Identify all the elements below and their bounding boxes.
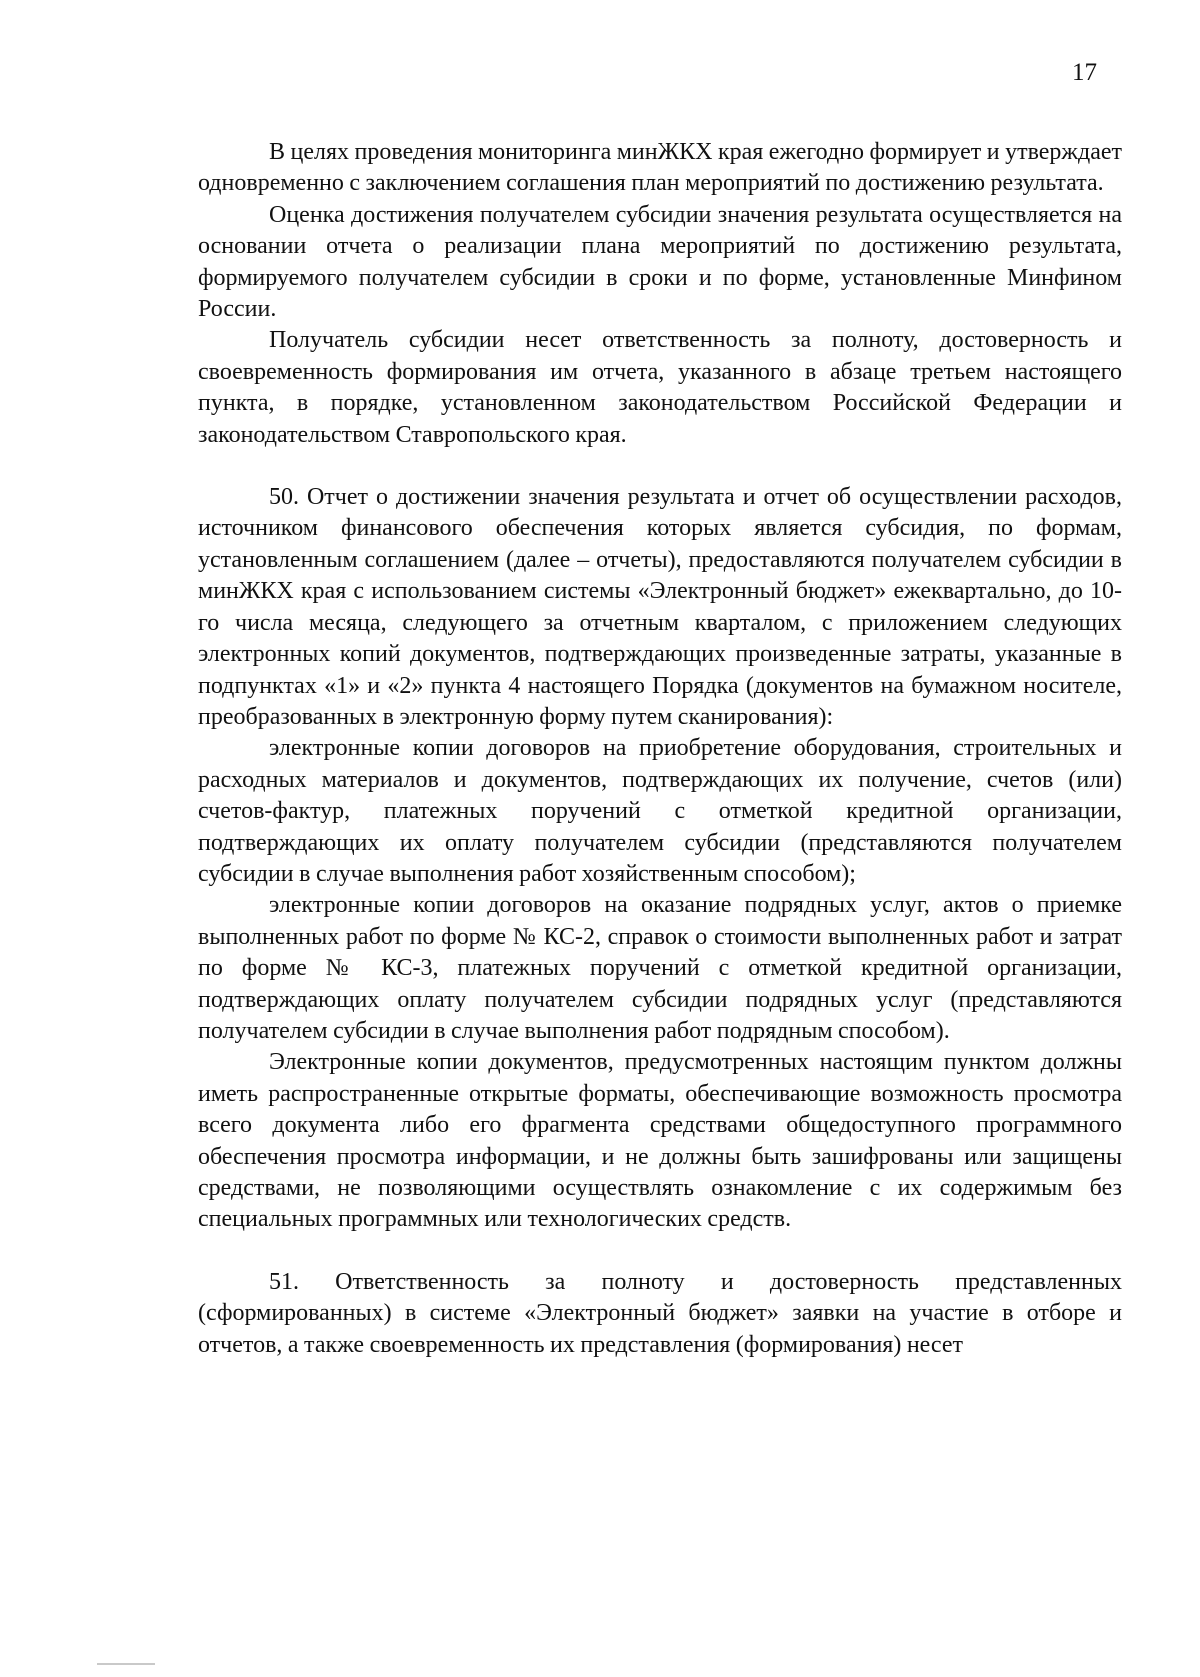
page-number: 17: [1072, 59, 1097, 86]
paragraph-clause-51: 51. Ответственность за полноту и достоверность представленных (сформированных) в системе «Электронный бюджет» заявки на участие в отборе и отчетов, а также своевременность их представления (формирования) несет: [198, 1268, 1122, 1358]
paragraph-economic-method-docs: электронные копии договоров на приобретение оборудования, строительных и расходных материалов и документов, подтверждающих их получение, счетов (или) счетов-фактур, платежных поручений с отметкой кредитной организации, подтверждающих их оплату получателем субсидии (представляются получателем субсидии в случае выполнения работ хозяйственным способом);: [198, 735, 1122, 887]
paragraph-recipient-responsibility: Получатель субсидии несет ответственность за полноту, достоверность и своевременность формирования им отчета, указанного в абзаце третьем настоящего пункта, в порядке, установленном законодательством Российской Федерации и законодательством Ставропольского края.: [198, 327, 1122, 448]
paragraph-clause-50: 50. Отчет о достижении значения результата и отчет об осуществлении расходов, источником финансового обеспечения которых является субсидия, по формам, установленным соглашением (далее – отчеты), предоставляются получателем субсидии в минЖКХ края с использованием системы «Электронный бюджет» ежеквартально, до 10-го числа месяца, следующего за отчетным кварталом, с приложением следующих электронных копий документов, подтверждающих произведенные затраты, указанные в подпунктах «1» и «2» пункта 4 настоящего Порядка (документов на бумажном носителе, преобразованных в электронную форму путем сканирования):: [198, 484, 1122, 730]
paragraph-monitoring-plan: В целях проведения мониторинга минЖКХ края ежегодно формирует и утверждает одновременно с заключением соглашения план мероприятий по достижению результата.: [198, 139, 1122, 197]
document-body: [198, 137, 1122, 1361]
paragraph-result-assessment: Оценка достижения получателем субсидии значения результата осуществляется на основании отчета о реализации плана мероприятий по достижению результата, формируемого получателем субсидии в сроки и по форме, установленные Минфином России.: [198, 201, 1122, 323]
scan-artifact-line: [97, 1663, 155, 1665]
paragraph-contract-method-docs: электронные копии договоров на оказание подрядных услуг, актов о приемке выполненных работ по форме № КС-2, справок о стоимости выполненных работ и затрат по форме № КС-3, платежных поручений с отметкой кредитной организации, подтверждающих оплату получателем субсидии подрядных услуг (представляются получателем субсидии в случае выполнения работ подрядным способом).: [198, 892, 1122, 1044]
paragraph-electronic-formats: Электронные копии документов, предусмотренных настоящим пунктом должны иметь распространенные открытые форматы, обеспечивающие возможность просмотра всего документа либо его фрагмента средствами общедоступного программного обеспечения просмотра информации, и не должны быть зашифрованы или защищены средствами, не позволяющими осуществлять ознакомление с их содержимым без специальных программных или технологических средств.: [198, 1049, 1122, 1233]
